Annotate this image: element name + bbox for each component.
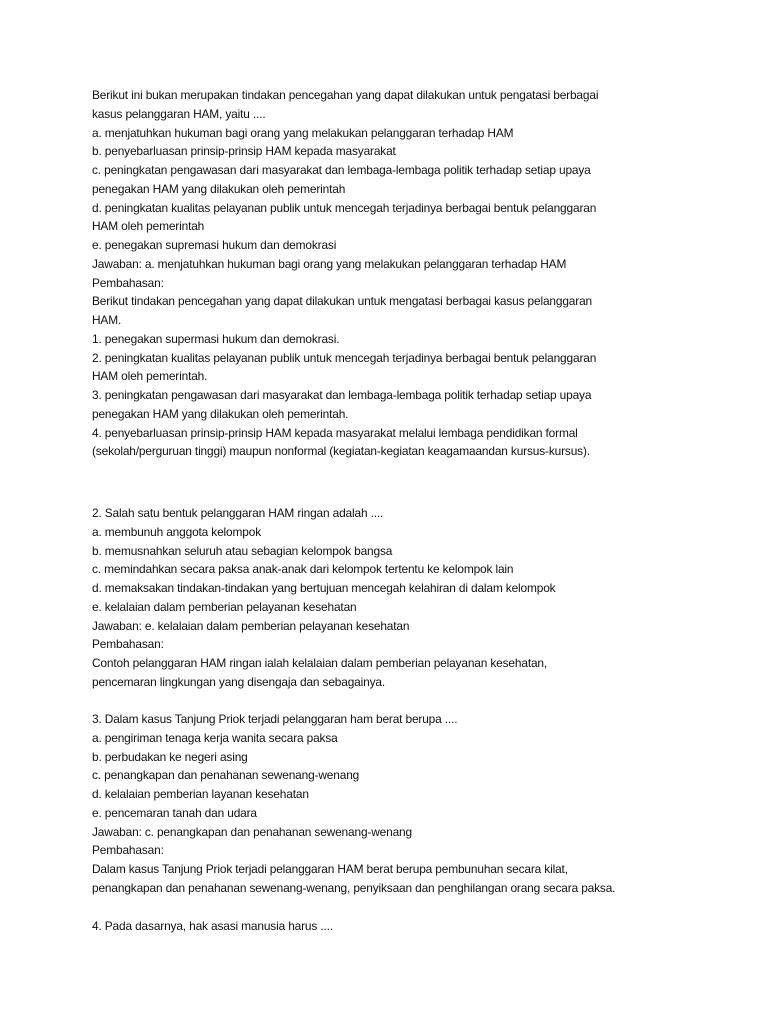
- text-line: Dalam kasus Tanjung Priok terjadi pelanggaran HAM berat berupa pembunuhan secara kilat,: [92, 862, 568, 876]
- text-line: b. penyebarluasan prinsip-prinsip HAM kepada masyarakat: [92, 144, 396, 159]
- text-line: penangkapan dan penahanan sewenang-wenang, penyiksaan dan penghilangan orang secara paksa.: [92, 880, 616, 895]
- question-4-section: [92, 917, 692, 936]
- text-line: kasus pelanggaran HAM, yaitu ....: [92, 106, 266, 121]
- text-line: penegakan HAM yang dilakukan oleh pemerintah: [92, 181, 346, 196]
- text-line: pencemaran lingkungan yang disengaja dan sebagainya.: [92, 674, 385, 689]
- text-line: Pembahasan:: [92, 637, 164, 652]
- text-line: Pembahasan:: [92, 275, 164, 290]
- text-line: d. peningkatan kualitas pelayanan publik untuk mencegah terjadinya berbagai bentuk pelanggaran: [92, 200, 597, 215]
- text-line: HAM oleh pemerintah.: [92, 369, 208, 384]
- text-line: Jawaban: e. kelalaian dalam pemberian pelayanan kesehatan: [92, 618, 410, 633]
- text-line: 3. Dalam kasus Tanjung Priok terjadi pelanggaran ham berat berupa ....: [92, 712, 458, 726]
- text-line: Jawaban: a. menjatuhkan hukuman bagi orang yang melakukan pelanggaran terhadap HAM: [92, 256, 567, 271]
- text-line: 4. penyebarluasan prinsip-prinsip HAM kepada masyarakat melalui lembaga pendidikan formal: [92, 425, 578, 440]
- text-line: 1. penegakan supermasi hukum dan demokrasi.: [92, 331, 340, 346]
- text-line: b. perbudakan ke negeri asing: [92, 749, 248, 764]
- text-line: c. penangkapan dan penahanan sewenang-wenang: [92, 768, 360, 783]
- text-line: (sekolah/perguruan tinggi) maupun nonformal (kegiatan-kegiatan keagamaandan kursus-kursus).: [92, 444, 590, 459]
- text-line: Pembahasan:: [92, 843, 164, 858]
- text-line: Berikut ini bukan merupakan tindakan pencegahan yang dapat dilakukan untuk pengatasi berbagai: [92, 88, 599, 102]
- text-line: 3. peningkatan pengawasan dari masyarakat dan lembaga-lembaga politik terhadap setiap upaya: [92, 388, 592, 402]
- text-line: d. kelalaian pemberian layanan kesehatan: [92, 787, 309, 801]
- question-3-section: [92, 710, 692, 898]
- text-line: Jawaban: c. penangkapan dan penahanan sewenang-wenang: [92, 824, 412, 839]
- text-line: e. kelalaian dalam pemberian pelayanan kesehatan: [92, 599, 357, 614]
- text-line: 4. Pada dasarnya, hak asasi manusia harus ....: [92, 919, 333, 933]
- text-line: c. peningkatan pengawasan dari masyarakat dan lembaga-lembaga politik terhadap setiap upaya: [92, 163, 591, 177]
- text-line: HAM oleh pemerintah: [92, 219, 205, 234]
- text-line: e. pencemaran tanah dan udara: [92, 805, 257, 820]
- text-line: d. memaksakan tindakan-tindakan yang bertujuan mencegah kelahiran di dalam kelompok: [92, 581, 556, 595]
- text-line: a. menjatuhkan hukuman bagi orang yang melakukan pelanggaran terhadap HAM: [92, 125, 514, 140]
- text-line: 2. Salah satu bentuk pelanggaran HAM ringan adalah ....: [92, 506, 384, 520]
- text-line: e. penegakan supremasi hukum dan demokrasi: [92, 238, 337, 252]
- text-line: c. memindahkan secara paksa anak-anak dari kelompok tertentu ke kelompok lain: [92, 562, 514, 577]
- text-line: HAM.: [92, 313, 122, 327]
- text-line: penegakan HAM yang dilakukan oleh pemerintah.: [92, 406, 349, 421]
- text-line: Berikut tindakan pencegahan yang dapat dilakukan untuk mengatasi berbagai kasus pelanggaran: [92, 294, 592, 309]
- text-line: a. membunuh anggota kelompok: [92, 524, 261, 539]
- text-line: a. pengiriman tenaga kerja wanita secara paksa: [92, 730, 338, 745]
- question-1-section: [92, 86, 692, 461]
- text-line: 2. peningkatan kualitas pelayanan publik untuk mencegah terjadinya berbagai bentuk pelanggaran: [92, 350, 597, 365]
- question-2-section: [92, 504, 692, 692]
- text-line: Contoh pelanggaran HAM ringan ialah kelalaian dalam pemberian pelayanan kesehatan,: [92, 656, 548, 670]
- text-line: b. memusnahkan seluruh atau sebagian kelompok bangsa: [92, 543, 393, 558]
